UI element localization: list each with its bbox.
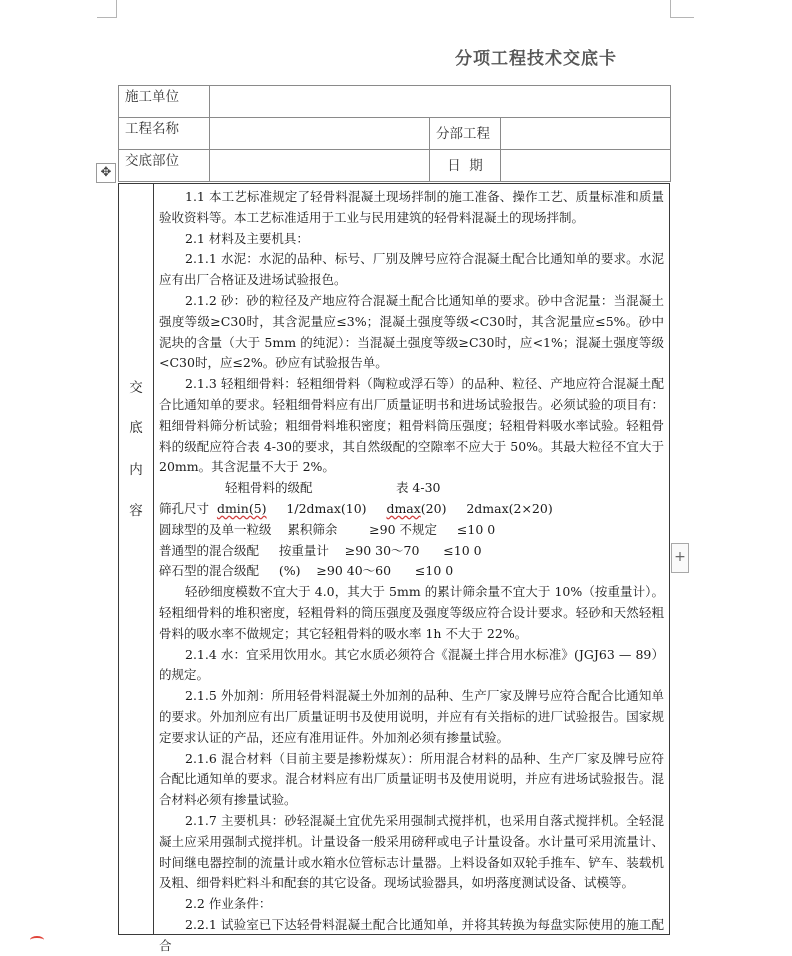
- project-name-label: 工程名称: [119, 118, 210, 150]
- sub-project-label: 分部工程: [430, 118, 501, 150]
- construction-unit-value[interactable]: [210, 86, 671, 118]
- table-caption: 轻粗骨料的级配 表 4-30: [225, 480, 441, 496]
- red-edge-mark: [30, 936, 44, 944]
- side-label-char: 容: [129, 503, 143, 519]
- date-label: 日 期: [430, 150, 501, 182]
- crop-mark-top-right-vertical: [670, 0, 671, 17]
- document-title: 分项工程技术交底卡: [455, 49, 617, 69]
- paragraph: 2.2.1 试验室已下达轻骨料混凝土配合比通知单，并将其转换为每盘实际使用的施工配合: [159, 916, 664, 953]
- grading-table-row: 普通型的混合级配 按重量计 ≥90 30～70 ≤10 0: [159, 542, 482, 558]
- paragraph: 2.1 材料及主要机具：: [185, 230, 309, 246]
- paragraph: 2.1.4 水：宜采用饮用水。其它水质必须符合《混凝土拌合用水标准》(JGJ63 — 89）的规定。: [159, 646, 664, 683]
- handover-part-label: 交底部位: [119, 150, 210, 182]
- grading-table-row: 碎石型的混合级配 (%) ≥90 40～60 ≤10 0: [159, 563, 454, 579]
- handover-part-value[interactable]: [210, 150, 430, 182]
- header-info-table: [118, 85, 671, 182]
- header-cell: dmin(5): [216, 500, 267, 516]
- paragraph: 2.2 作业条件：: [185, 896, 272, 912]
- crop-mark-top-left-horizontal: [97, 17, 117, 18]
- side-label-char: 交: [129, 380, 143, 396]
- header-cell: 筛孔尺寸: [159, 500, 217, 516]
- handover-content-text: [159, 187, 664, 956]
- sub-project-value[interactable]: [501, 118, 671, 150]
- side-label-char: 内: [129, 462, 143, 478]
- grading-table-row: 圆球型的及单一粒级 累积筛余 ≥90 不规定 ≤10 0: [159, 521, 496, 537]
- side-label-char: 底: [129, 420, 143, 436]
- date-value[interactable]: [501, 150, 671, 182]
- paragraph: 2.1.5 外加剂：所用轻骨料混凝土外加剂的品种、生产厂家及牌号应符合配合比通知单的要求。外加剂应有出厂质量证明书及使用说明，并应有有关指标的进厂试验报告。国家规定要求认证的产品，还应有准用证件。外加剂必须有掺量试验。: [159, 688, 664, 745]
- table-move-handle-icon[interactable]: ✥: [96, 163, 116, 183]
- handover-content-box: [118, 183, 670, 953]
- paragraph: 2.1.3 轻粗细骨料：轻粗细骨料（陶粒或浮石等）的品种、粒径、产地应符合混凝土配合比通知单的要求。轻粗细骨料应有出厂质量证明书和进场试验报告。必须试验的项目有：粗细骨料筛分析试验；粗细骨料堆积密度；粗骨料筒压强度；轻粗骨料吸水率试验。轻粗骨料的级配应符合表 4-30的要求，其自然级配的空隙率不应大于 50%。其最大粒径不宜大于 20mm。其含泥量不大于 2%。: [159, 376, 664, 475]
- paragraph: 2.1.1 水泥：水泥的品种、标号、厂别及牌号应符合混凝土配合比通知单的要求。水泥应有出厂合格证及进场试验报色。: [159, 251, 664, 288]
- paragraph: 轻砂细度模数不宜大于 4.0，其大于 5mm 的累计筛余量不宜大于 10%（按重量计）。轻粗细骨料的堆积密度，轻粗骨料的筒压强度及强度等级应符合设计要求。轻砂和天然轻粗骨料的吸水率不做规定；其它轻粗骨料的吸水率 1h 不大于 22%。: [159, 584, 664, 641]
- grading-table-header-row: [159, 499, 664, 520]
- paragraph: 2.1.7 主要机具：砂轻混凝土宜优先采用强制式搅拌机，也采用自落式搅拌机。全轻混凝土应采用强制式搅拌机。计量设备一般采用磅秤或电子计量设备。水计量可采用流量计、时间继电器控制的流量计或水箱水位管标志计量器。上料设备如双轮手推车、铲车、装载机及粗、细骨料贮料斗和配套的其它设备。现场试验器具，如坍落度测试设备、试模等。: [159, 812, 664, 891]
- construction-unit-label: 施工单位: [119, 86, 210, 118]
- header-cell: dmax: [386, 500, 421, 516]
- crop-mark-top-left-vertical: [116, 0, 117, 17]
- project-name-value[interactable]: [210, 118, 430, 150]
- add-row-plus-icon[interactable]: +: [671, 543, 689, 573]
- header-cell: (20) 2dmax(2×20): [420, 500, 553, 516]
- paragraph: 2.1.2 砂：砂的粒径及产地应符合混凝土配合比通知单的要求。砂中含泥量：当混凝土强度等级≥C30时，其含泥量应≤3%；混凝土强度等级<C30时，其含泥量应≤5%。砂中泥块的含量（大于 5mm 的纯泥）：当混凝土强度等级≥C30时，应<1%；混凝土强度等级<C30时，应≤2%。砂应有试验报告单。: [159, 292, 664, 371]
- paragraph: 2.1.6 混合材料（目前主要是掺粉煤灰）：所用混合材料的品种、生产厂家及牌号应符合配比通知单的要求。混合材料应有出厂质量证明书及使用说明，并应有进场试验报告。混合材料必须有掺量试验。: [159, 750, 664, 808]
- side-label-column: [119, 184, 154, 934]
- paragraph: 1.1 本工艺标准规定了轻骨料混凝土现场拌制的施工准备、操作工艺、质量标准和质量验收资料等。本工艺标准适用于工业与民用建筑的轻骨料混凝土的现场拌制。: [159, 189, 664, 225]
- header-cell: 1/2dmax(10): [266, 500, 387, 516]
- crop-mark-top-right-horizontal: [670, 17, 694, 18]
